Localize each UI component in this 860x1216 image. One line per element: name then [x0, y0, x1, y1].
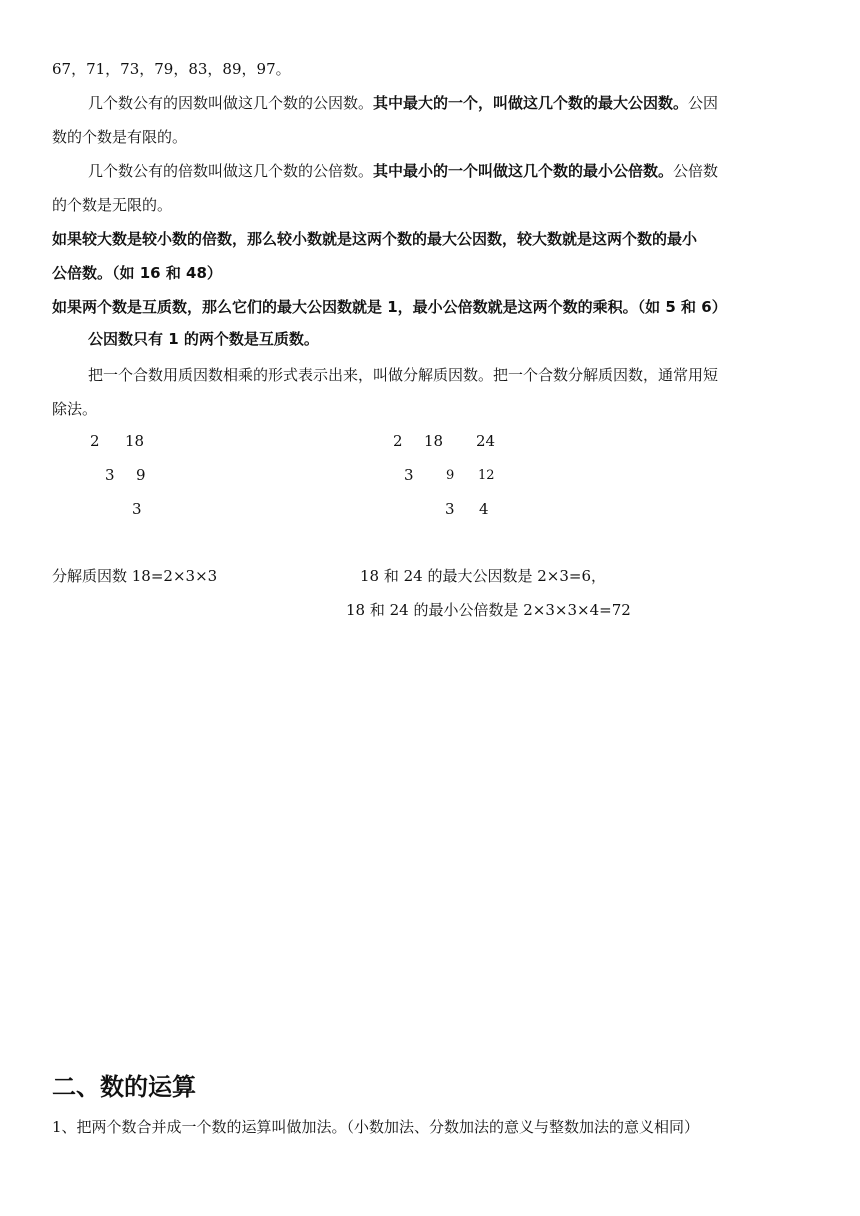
lcm-result: 18 和 24 的最小公倍数是 2×3×3×4=72	[346, 601, 631, 619]
divisor: 3	[404, 466, 414, 484]
quotient: 3	[445, 500, 455, 518]
prime-factorization-definition: 把一个合数用质因数相乘的形式表示出来，叫做分解质因数。把一个合数分解质因数，通常用短	[88, 366, 719, 384]
primes-list-tail: 67，71，73，79，83，89，97。	[52, 60, 291, 78]
gcd-result: 18 和 24 的最大公因数是 2×3=6，	[360, 567, 607, 585]
dividend: 18	[424, 432, 444, 450]
gcd-definition-bold: 其中最大的一个，叫做这几个数的最大公因数。	[373, 94, 689, 112]
common-factor-finite: 数的个数是有限的。	[52, 128, 188, 146]
lcm-definition-bold: 其中最小的一个叫做这几个数的最小公倍数。	[373, 162, 674, 180]
multiple-rule-line2: 公倍数。（如 16 和 48）	[52, 264, 222, 282]
common-factor-definition	[88, 94, 718, 112]
quotient: 4	[479, 500, 489, 518]
dividend: 18	[125, 432, 145, 450]
divisor: 2	[393, 432, 403, 450]
short-division-label: 除法。	[52, 400, 98, 418]
divisor: 2	[90, 432, 100, 450]
common-factor-text: 几个数公有的因数叫做这几个数的公因数。	[88, 94, 374, 112]
common-multiple-infinite: 的个数是无限的。	[52, 196, 173, 214]
quotient: 12	[478, 468, 495, 483]
addition-definition: 1、把两个数合并成一个数的运算叫做加法。（小数加法、分数加法的意义与整数加法的意义相同）	[52, 1118, 700, 1136]
coprime-rule: 如果两个数是互质数，那么它们的最大公因数就是 1，最小公倍数就是这两个数的乘积。（如 5 和 6）	[52, 298, 727, 316]
common-multiple-tail: 公倍数	[673, 162, 719, 180]
common-multiple-text: 几个数公有的倍数叫做这几个数的公倍数。	[88, 162, 374, 180]
coprime-definition: 公因数只有 1 的两个数是互质数。	[88, 330, 319, 348]
quotient: 3	[132, 500, 142, 518]
section-heading: 二、数的运算	[52, 1073, 196, 1101]
factorization-result: 分解质因数 18=2×3×3	[52, 567, 218, 585]
quotient: 9	[446, 468, 455, 483]
dividend: 24	[476, 432, 496, 450]
common-factor-tail: 公因	[688, 94, 719, 112]
common-multiple-definition	[88, 162, 718, 180]
quotient: 9	[136, 466, 146, 484]
multiple-rule-line1: 如果较大数是较小数的倍数，那么较小数就是这两个数的最大公因数，较大数就是这两个数的最小	[52, 230, 698, 248]
divisor: 3	[105, 466, 115, 484]
